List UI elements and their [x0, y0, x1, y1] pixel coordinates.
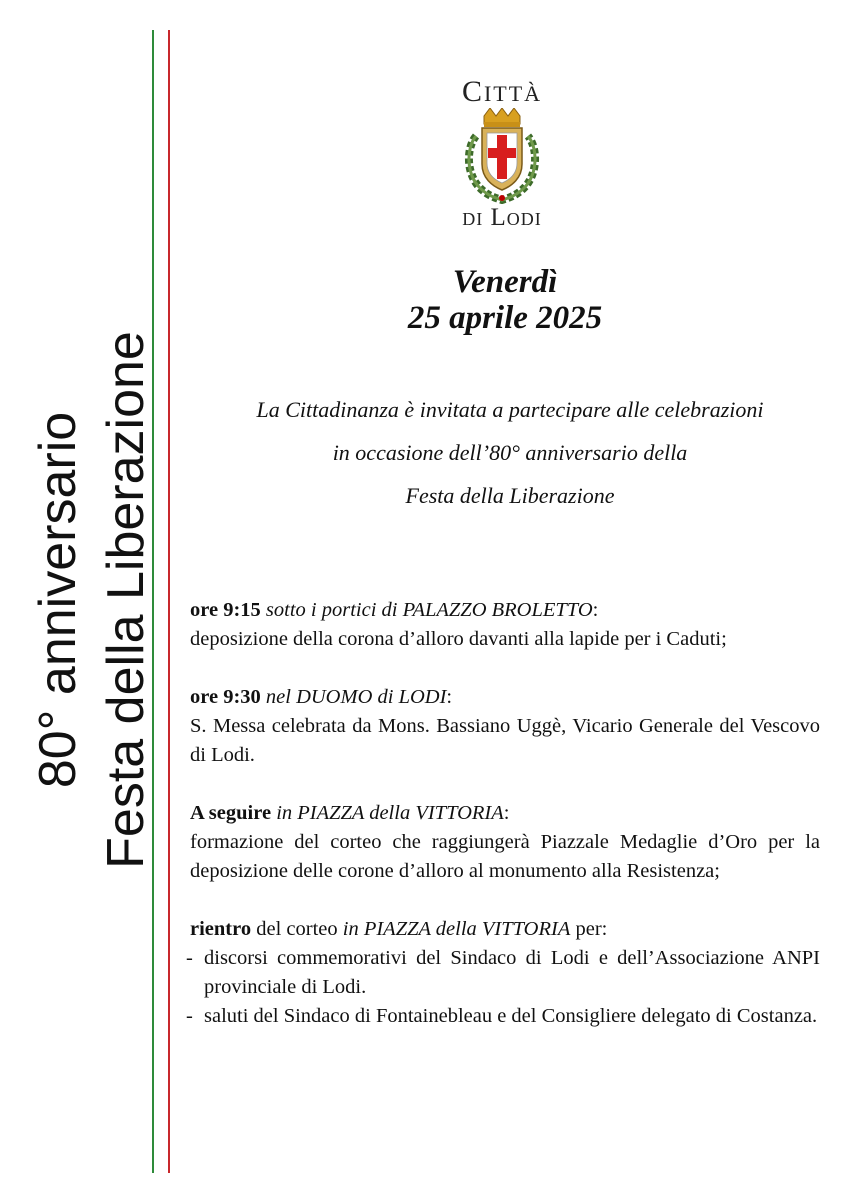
program-item-1-place: sotto i portici di PALAZZO BROLETTO — [265, 599, 593, 621]
list-item: - saluti del Sindaco di Fontainebleau e del Consigliere delegato di Costanza. — [190, 1002, 820, 1031]
program-item-1-time: ore 9:15 — [190, 599, 261, 621]
list-item: - discorsi commemorativi del Sindaco di Lodi e dell’Associazione ANPI provinciale di Lodi. — [190, 944, 820, 1002]
invitation-text — [190, 388, 830, 517]
program-item-2-desc: S. Messa celebrata da Mons. Bassiano Uggè, Vicario Generale del Vescovo di Lodi. — [190, 715, 820, 766]
program — [190, 596, 820, 1031]
program-item-4-place: in PIAZZA della VITTORIA — [342, 918, 571, 940]
logo-top-text: CITTÀ — [461, 75, 543, 108]
program-item-2-place: nel DUOMO di LODI — [265, 686, 447, 708]
side-title-line2: Festa della Liberazione — [97, 331, 155, 869]
event-full-date: 25 aprile 2025 — [407, 300, 603, 336]
invitation-line1: La Cittadinanza è invitata a partecipare alle celebrazioni — [256, 397, 764, 422]
city-logo — [440, 76, 564, 236]
program-item-3-desc: formazione del corteo che raggiungerà Piazzale Medaglie d’Oro per la deposizione delle corone d’alloro al monumento alla Resistenza; — [190, 831, 820, 882]
program-item-3-place: in PIAZZA della VITTORIA — [276, 802, 504, 824]
program-item-4-list — [190, 944, 820, 1031]
coat-of-arms-icon — [462, 108, 542, 204]
invitation-line3: Festa della Liberazione — [405, 483, 615, 508]
program-item-1-desc: deposizione della corona d’alloro davanti alla lapide per i Caduti; — [190, 628, 727, 650]
invitation-line2: in occasione dell’80° anniversario della — [332, 440, 688, 465]
program-item-2-time: ore 9:30 — [190, 686, 261, 708]
program-item-1: ore 9:15 sotto i portici di PALAZZO BROLETTO: deposizione della corona d’alloro davanti alla lapide per i Caduti; — [190, 599, 727, 650]
program-item-3: A seguire in PIAZZA della VITTORIA: formazione del corteo che raggiungerà Piazzale Medaglie d’Oro per la deposizione delle corone d’alloro al monumento alla Resistenza; — [190, 799, 820, 886]
side-title-line1: 80° anniversario — [29, 411, 87, 789]
side-title — [0, 0, 170, 1201]
event-date — [300, 264, 710, 336]
logo-bottom-text: DI LODI — [462, 204, 542, 231]
program-item-2: ore 9:30 nel DUOMO di LODI: S. Messa celebrata da Mons. Bassiano Uggè, Vicario Generale del Vescovo di Lodi. — [190, 683, 820, 770]
event-day: Venerdì — [452, 264, 558, 300]
program-item-4: rientro del corteo in PIAZZA della VITTORIA per: - discorsi commemorativi del Sindaco di Lodi e dell’Associazione ANPI provinciale di Lodi. - saluti del Sindaco di Fontainebleau e del Consigliere delegato di Costanza. — [190, 915, 820, 1031]
program-item-4-lead: rientro — [190, 918, 252, 940]
program-item-3-time: A seguire — [190, 802, 272, 824]
